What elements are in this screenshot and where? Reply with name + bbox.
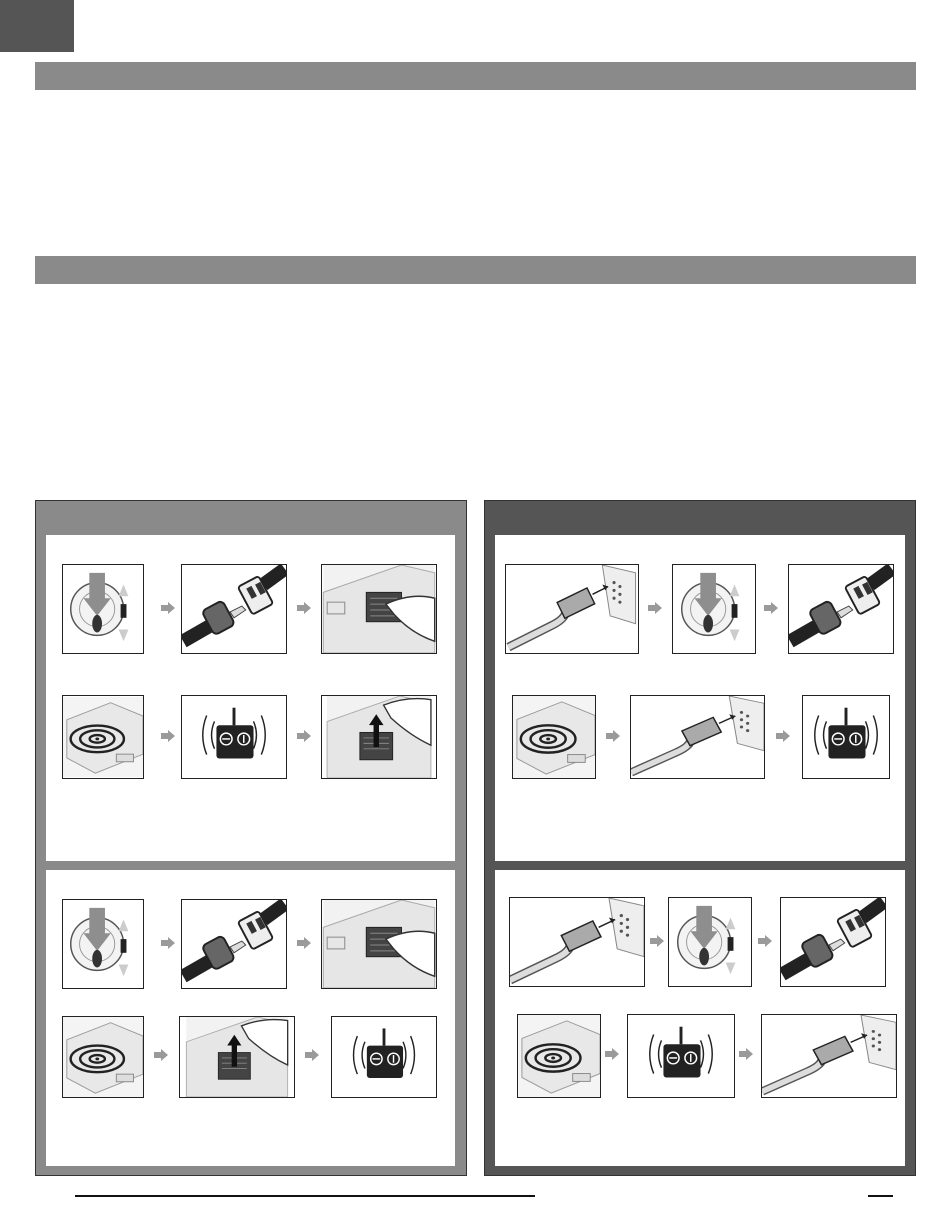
power-switch-icon <box>62 899 144 989</box>
bind-button-release-icon <box>179 1016 295 1098</box>
step-arrow-icon <box>161 937 175 949</box>
step-arrow-icon <box>606 730 620 742</box>
transmitter-icon <box>181 695 287 779</box>
power-switch-icon <box>62 564 144 654</box>
power-switch-icon <box>668 897 752 987</box>
step-arrow-icon <box>297 730 311 742</box>
receiver-signal-icon <box>62 695 144 779</box>
bind-plug-icon <box>761 1014 897 1098</box>
connector-icon <box>181 564 287 654</box>
bind-button-release-icon <box>321 695 437 779</box>
step-arrow-icon <box>161 730 175 742</box>
section-header-bar-1 <box>35 62 916 90</box>
step-arrow-icon <box>297 602 311 614</box>
footer-page-rule <box>868 1195 893 1197</box>
step-arrow-icon <box>776 730 790 742</box>
bind-plug-icon <box>505 564 639 654</box>
step-arrow-icon <box>648 602 662 614</box>
step-arrow-icon <box>154 1049 168 1061</box>
receiver-signal-icon <box>512 695 596 779</box>
connector-icon <box>780 897 886 987</box>
section-header-bar-2 <box>35 256 916 284</box>
step-arrow-icon <box>764 602 778 614</box>
connector-icon <box>181 899 287 989</box>
footer-rule <box>75 1195 535 1197</box>
bind-plug-icon <box>630 695 765 779</box>
bind-button-press-icon <box>321 899 437 989</box>
step-arrow-icon <box>305 1049 319 1061</box>
transmitter-icon <box>802 695 890 779</box>
step-arrow-icon <box>605 1048 619 1060</box>
step-arrow-icon <box>161 602 175 614</box>
step-arrow-icon <box>650 935 664 947</box>
power-switch-icon <box>672 564 756 654</box>
bind-plug-icon <box>509 897 645 987</box>
receiver-signal-icon <box>62 1016 144 1098</box>
transmitter-icon <box>331 1016 437 1098</box>
transmitter-icon <box>627 1014 735 1098</box>
page-corner-tab <box>0 0 74 52</box>
bind-button-press-icon <box>321 564 437 654</box>
step-arrow-icon <box>297 937 311 949</box>
step-arrow-icon <box>739 1048 753 1060</box>
connector-icon <box>788 564 894 654</box>
receiver-signal-icon <box>517 1014 601 1098</box>
step-arrow-icon <box>758 935 772 947</box>
